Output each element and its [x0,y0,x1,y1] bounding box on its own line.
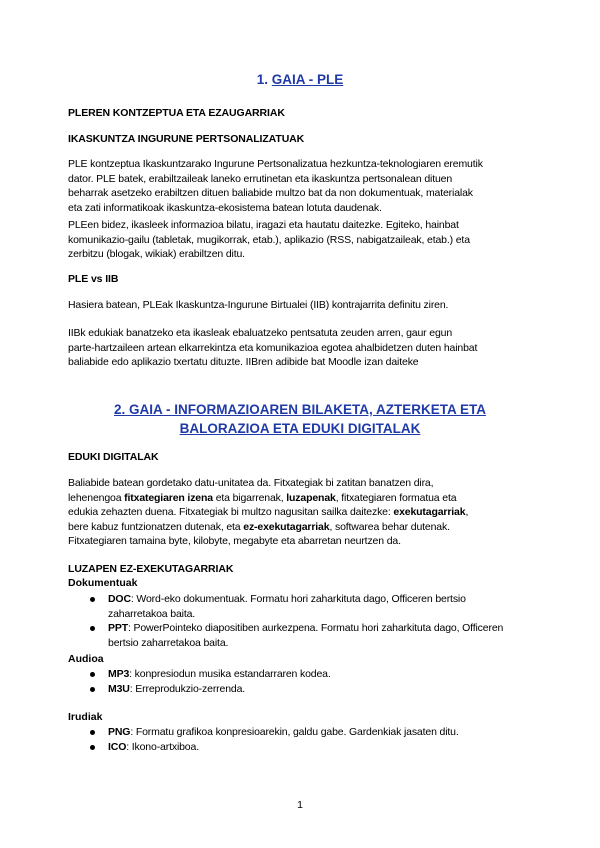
heading-1-number: 1. [256,72,268,87]
section-luzapen-heading: LUZAPEN EZ-EXEKUTAGARRIAK [68,563,234,575]
list-item: PPT: PowerPointeko diapositiben aurkezpena. Formatu hori zaharkituta dago, Officeren bertsio zaharretakoa baita. [68,621,538,650]
bullet-icon [90,730,95,735]
list-item: ICO: Ikono-artxiboa. [68,740,538,755]
list-item: M3U: Erreprodukzio-zerrenda. [68,682,538,697]
text-line: PLEen bidez, ikasleek informazioa bilatu, iragazi eta hautatu daitezke. Egiteko, hainbat [68,219,459,231]
paragraph-iib-detail [68,326,534,370]
text-line: beharrak asetzeko erabiltzen dituen baliabide multzo bat da non dokumentuak, materialak [68,187,473,199]
list-item: DOC: Word-eko dokumentuak. Formatu hori zaharkituta dago, Officeren bertsio zaharretakoa baita. [68,592,538,621]
text-line: edukia zehazten duena. Fitxategiak bi multzo nagusitan sailka daitezke: exekutagarriak, [68,506,469,518]
heading-2-line: BALORAZIOA ETA EDUKI DIGITALAK [179,421,421,436]
text-line: baliabide edo aplikazio txertatu dituzte. IIBren adibide bat Moodle izan daiteke [68,356,419,368]
text-line: IIBk edukiak banatzeko eta ikasleak ebaluatzeko pentsatuta zeuden arren, gaur egun [68,327,453,339]
paragraph-ple-tools [68,218,534,262]
text-line: lehenengoa fitxategiaren izena eta bigarrenak, luzapenak, fitxategiaren formatua eta [68,491,457,504]
heading-1 [60,72,540,87]
document-format-list [68,592,538,650]
text-line: eta zati informatikoak ikaskuntza-ekosistema batean lotuta daudenak. [68,201,382,214]
heading-1-title: GAIA - PLE [271,72,344,87]
group-audioa-label: Audioa [68,653,104,665]
paragraph-iib-intro: Hasiera batean, PLEak Ikaskuntza-Ingurune Birtualei (IIB) kontrajarrita definitu ziren. [68,299,449,311]
page-number: 1 [297,799,303,811]
section-pleren-heading: PLEREN KONTZEPTUA ETA EZAUGARRIAK [68,107,285,119]
text-line: PLE kontzeptua Ikaskuntzarako Ingurune Pertsonalizatua hezkuntza-teknologiaren eremutik [68,158,483,170]
section-ple-vs-iib-heading: PLE vs IIB [68,273,119,285]
group-dokumentuak-label: Dokumentuak [68,577,138,589]
audio-format-list [68,667,538,696]
list-item: MP3: konpresiodun musika estandarraren kodea. [68,667,538,682]
bullet-icon [90,597,95,602]
text-line: zerbitzu (blogak, wikiak) erabiltzen ditu. [68,248,245,260]
text-line: komunikazio-gailu (tabletak, mugikorrak, etab.), aplikazio (RSS, nabigatzaileak, etab.) eta [68,233,470,246]
image-format-list [68,725,538,754]
bullet-icon [90,626,95,631]
paragraph-file-definition [68,476,534,549]
section-eduki-heading: EDUKI DIGITALAK [68,451,159,463]
text-line: dator. PLE batek, erabiltzaileak laneko errutinetan eta ikaskuntza pertsonalean dituen [68,172,453,185]
text-line: Fitxategiaren tamaina byte, kilobyte, megabyte eta abarretan neurtzen da. [68,535,401,547]
text-line: Baliabide batean gordetako datu-unitatea da. Fitxategiak bi zatitan banatzen dira, [68,477,434,489]
text-line: bere kabuz funtzionatzen dutenak, eta ez-exekutagarriak, softwarea behar dutenak. [68,520,450,533]
list-item: PNG: Formatu grafikoa konpresioarekin, galdu gabe. Gardenkiak jasaten ditu. [68,725,538,740]
text-line: parte-hartzaileen artean elkarrekintza eta komunikazioa egotea ahalbidetzen duten hainbat [68,341,478,354]
section-ikaskuntza-heading: IKASKUNTZA INGURUNE PERTSONALIZATUAK [68,133,305,145]
bullet-icon [90,745,95,750]
bullet-icon [90,672,95,677]
paragraph-ple-definition [68,157,534,215]
bullet-icon [90,687,95,692]
heading-2 [60,400,540,438]
group-irudiak-label: Irudiak [68,711,103,723]
heading-2-line: 2. GAIA - INFORMAZIOAREN BILAKETA, AZTERKETA ETA [114,402,486,417]
